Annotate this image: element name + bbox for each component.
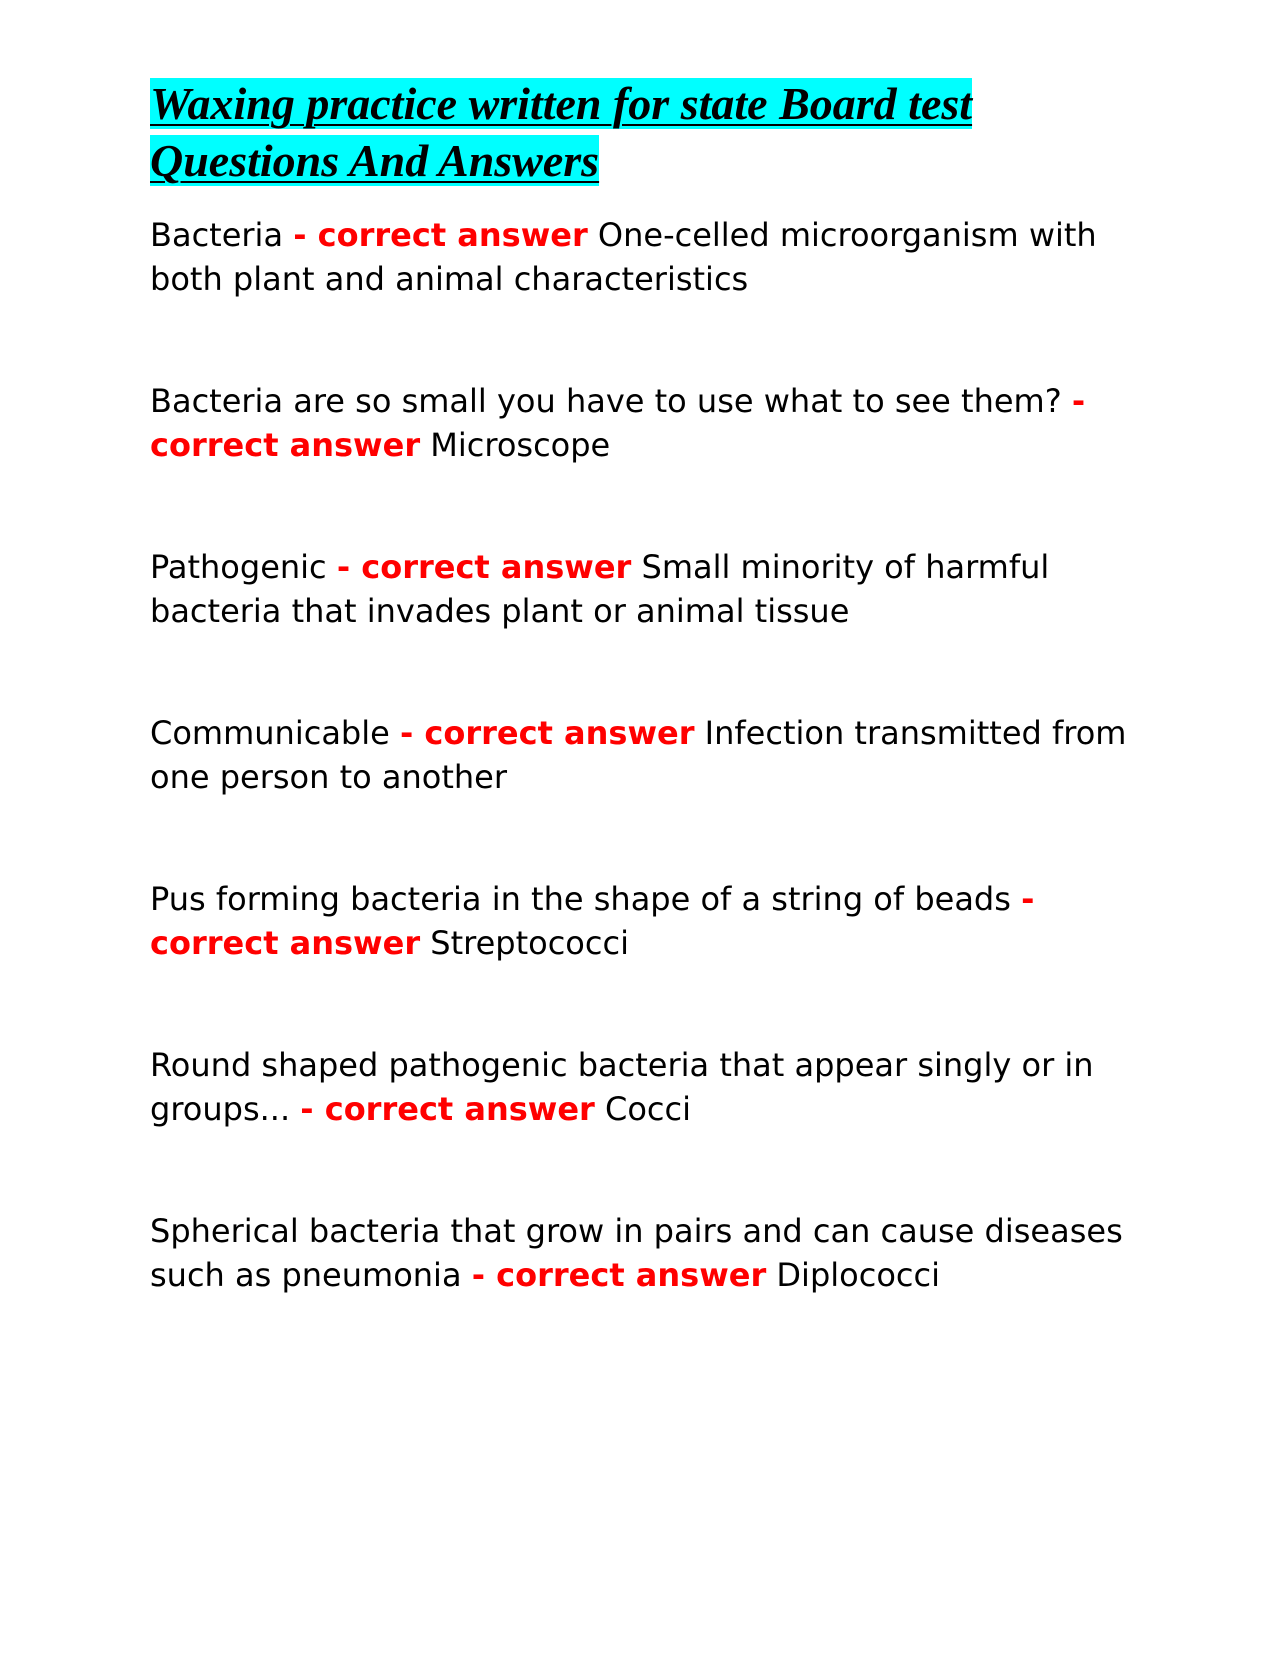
question-text: Spherical bacteria that grow in pairs and can cause diseases such as pneumonia xyxy=(150,1212,1123,1294)
answer-text: Microscope xyxy=(430,426,611,464)
answer-separator: - xyxy=(293,216,318,254)
answer-separator: - xyxy=(336,548,362,586)
correct-answer-label: correct answer xyxy=(324,1090,595,1128)
answer-text: Small minority of harmful bacteria that invades plant or animal tissue xyxy=(150,548,1050,630)
answer-text: Diplococci xyxy=(776,1256,940,1294)
answer-separator: - xyxy=(1021,880,1035,918)
answer-text: One-celled microorganism with both plant and animal characteristics xyxy=(150,216,1097,298)
correct-answer-label: correct answer xyxy=(361,548,632,586)
question-text: Pus forming bacteria in the shape of a string of beads xyxy=(150,880,1022,918)
correct-answer-label: correct answer xyxy=(150,426,421,464)
question-text: Bacteria xyxy=(150,216,294,254)
answer-separator: - xyxy=(1071,382,1086,420)
correct-answer-label: correct answer xyxy=(424,714,695,752)
qa-item xyxy=(150,1209,1140,1297)
question-text: Pathogenic xyxy=(150,548,337,586)
title-line-1 xyxy=(150,75,1110,132)
correct-answer-label: correct answer xyxy=(317,216,588,254)
qa-item xyxy=(150,1043,1140,1131)
answer-separator: - xyxy=(399,714,425,752)
answer-separator: - xyxy=(300,1090,325,1128)
question-text: Bacteria are so small you have to use what to see them? xyxy=(150,382,1072,420)
title-line-2 xyxy=(150,132,1110,189)
qa-list xyxy=(150,213,1140,1375)
answer-text: Cocci xyxy=(604,1090,691,1128)
answer-text: Streptococci xyxy=(430,924,629,962)
correct-answer-label: correct answer xyxy=(496,1256,767,1294)
answer-text: Infection transmitted from one person to another xyxy=(150,714,1127,796)
qa-item xyxy=(150,877,1140,965)
title-text-1: Waxing practice written for state Board test xyxy=(150,78,973,129)
qa-item xyxy=(150,711,1140,799)
qa-item xyxy=(150,379,1140,467)
title-text-2: Questions And Answers xyxy=(150,135,600,186)
question-text: Round shaped pathogenic bacteria that appear singly or in groups... xyxy=(150,1046,1094,1128)
correct-answer-label: correct answer xyxy=(150,924,421,962)
answer-separator: - xyxy=(471,1256,497,1294)
qa-item xyxy=(150,545,1140,633)
document-title xyxy=(150,75,1110,189)
question-text: Communicable xyxy=(150,714,400,752)
qa-item xyxy=(150,213,1140,301)
